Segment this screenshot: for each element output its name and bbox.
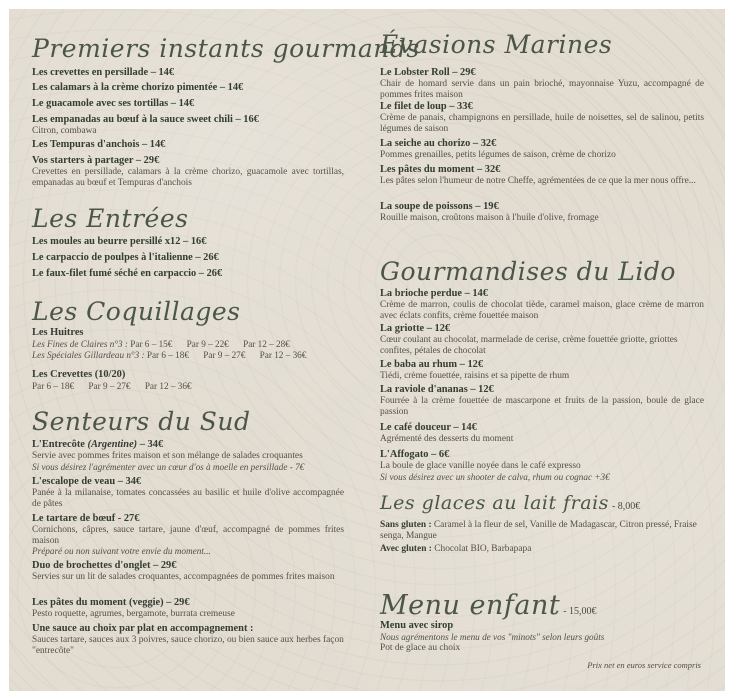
menu-item: L'Affogato – 6€ La boule de glace vanille noyée dans le café expresso Si vous désirez avec un shooter de calva, rhum ou cognac +3€ xyxy=(380,449,610,482)
menu-item: Vos starters à partager – 29€ Crevettes en persillade, calamars à la crème chorizo, guacamole avec tortillas, empanadas au bœuf et Tempuras d'anchois xyxy=(32,155,344,188)
heading-marines: Évasions Marines xyxy=(380,30,613,59)
menu-item: La raviole d'ananas – 12€ Fourrée à la crème fouettée de mascarpone et fruits de la passion, boule de glace passion xyxy=(380,384,704,417)
footer-note: Prix net en euros service compris xyxy=(587,660,701,670)
menu-item: Les pâtes du moment – 32€ Les pâtes selon l'humeur de notre Cheffe, agrémentées de ce que la mer nous offre... xyxy=(380,164,696,186)
glaces-avec-gluten: Avec gluten : Chocolat BIO, Barbapapa xyxy=(380,544,532,554)
menu-item: Le café douceur – 14€ Agrémenté des desserts du moment xyxy=(380,422,514,444)
menu-item: Les empanadas au bœuf à la sauce sweet chili – 16€ Citron, combawa xyxy=(32,114,259,136)
heading-entrees: Les Entrées xyxy=(32,204,189,233)
menu-item: Le carpaccio de poulpes à l'italienne – 26€ xyxy=(32,252,219,263)
menu-item: Le baba au rhum – 12€ Tiédi, crème fouettée, raisins et sa pipette de rhum xyxy=(380,359,570,381)
menu-item: Le Lobster Roll – 29€ Chair de homard servie dans un pain brioché, mayonnaise Yuzu, accompagné de pommes frites maison xyxy=(380,67,704,100)
menu-item: Duo de brochettes d'onglet – 29€ Servies sur un lit de salades croquantes, accompagnées de pommes frites maison xyxy=(32,560,335,582)
menu-item: Les crevettes en persillade – 14€ xyxy=(32,67,175,78)
menu-item-crevettes: Les Crevettes (10/20) Par 6 – 18€ Par 9 – 27€ Par 12 – 36€ xyxy=(32,369,344,392)
price-row: Par 6 – 18€ Par 9 – 27€ Par 12 – 36€ xyxy=(32,381,192,391)
menu-item: Les moules au beurre persillé x12 – 16€ xyxy=(32,236,207,247)
menu-item: Une sauce au choix par plat en accompagnement : Sauces tartare, sauces aux 3 poivres, sauce chorizo, ou bien sauce aux herbes façon "entrecôte" xyxy=(32,623,344,656)
menu-item: La soupe de poissons – 19€ Rouille maison, croûtons maison à l'huile d'olive, fromage xyxy=(380,201,599,223)
menu-item: Le tartare de bœuf - 27€ Cornichons, câpres, sauce tartare, jaune d'œuf, accompagné de pommes frites maison Préparé ou non suivant votre envie du moment... xyxy=(32,513,344,556)
menu-item: Le filet de loup – 33€ Crème de panais, champignons en persillade, huile de noisettes, sel de salinou, petits légumes de saison xyxy=(380,101,704,134)
heading-sud: Senteurs du Sud xyxy=(32,407,251,436)
menu-item: Le faux-filet fumé séché en carpaccio – 26€ xyxy=(32,268,223,279)
glaces-sans-gluten: Sans gluten : Caramel à la fleur de sel, Vanille de Madagascar, Citron pressé, Fraise senga, Mangue xyxy=(380,520,697,541)
menu-item: L'escalope de veau – 34€ Panée à la milanaise, tomates concassées au basilic et huile d'olive accompagnée de pâtes xyxy=(32,476,344,509)
menu-item: Le guacamole avec ses tortillas – 14€ xyxy=(32,98,195,109)
menu-item-huitres: Les Huitres Les Fines de Claires n°3 : Par 6 – 15€ Par 9 – 22€ Par 12 – 28€ Les Spéciales Gillardeau n°3 : Par 6 – 18€ Par 9 – 27€ Par 12 – 36€ xyxy=(32,327,344,361)
menu-item: Les Tempuras d'anchois – 14€ xyxy=(32,139,166,150)
heading-enfant: Menu enfant - 15,00€ xyxy=(380,590,597,621)
heading-gourmandises: Gourmandises du Lido xyxy=(380,257,676,286)
menu-item-entrecote: L'Entrecôte (Argentine) – 34€ Servie avec pommes frites maison et son mélange de salades croquantes Si vous désirez l'agrémenter avec un cœur d'os à moelle en persillade - 7€ xyxy=(32,439,305,472)
menu-item: Les pâtes du moment (veggie) – 29€ Pesto roquette, agrumes, bergamote, burrata cremeuse xyxy=(32,597,235,619)
heading-premiers: Premiers instants gourmands xyxy=(32,34,420,63)
menu-item: Les calamars à la crème chorizo pimentée – 14€ xyxy=(32,82,244,93)
heading-glaces: Les glaces au lait frais - 8,00€ xyxy=(380,492,641,514)
price-row: Les Spéciales Gillardeau n°3 : Par 6 – 18€ Par 9 – 27€ Par 12 – 36€ xyxy=(32,350,307,360)
menu-item: La griotte – 12€ Cœur coulant au chocolat, marmelade de cerise, crème fouettée griotte, griottes confites, pétales de chocolat xyxy=(380,323,678,356)
menu-item: La brioche perdue – 14€ Crème de marron, coulis de chocolat tiède, caramel maison, glace crème de marron avec éclats confits, crème fouettée maison xyxy=(380,288,704,321)
menu-item: La seiche au chorizo – 32€ Pommes grenailles, petits légumes de saison, crème de chorizo xyxy=(380,138,616,160)
heading-coquillages: Les Coquillages xyxy=(32,297,241,326)
price-row: Les Fines de Claires n°3 : Par 6 – 15€ Par 9 – 22€ Par 12 – 28€ xyxy=(32,339,290,349)
menu-panel xyxy=(9,9,725,691)
menu-item-enfant: Menu avec sirop Nous agrémentons le menu de vos "minots" selon leurs goûts Pot de glace au choix xyxy=(380,620,605,653)
